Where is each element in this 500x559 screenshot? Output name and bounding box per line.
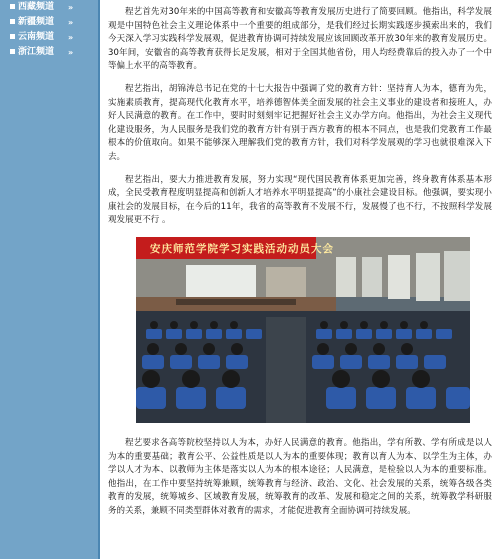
arrow-right-icon: » xyxy=(68,33,74,42)
bullet-icon xyxy=(10,49,15,54)
sidebar-item-zhejiang[interactable] xyxy=(0,45,98,60)
sidebar xyxy=(0,0,98,559)
bullet-icon xyxy=(10,4,15,9)
sidebar-item-label: 西藏频道 xyxy=(18,2,55,12)
article-paragraph: 程艺指出，胡锦涛总书记在党的十七大报告中强调了党的教育方针：坚持育人为本，德育为先，实施素质教育，提高现代化教育水平，培养德智体美全面发展的社会主义事业的建设者和接班人，办好人民满意的教育。在工作中，要时时刻刻牢记把握好社会主义办学方向。他指出，为社会主义现代化建设服务，为人民服务是我们党的教育方针有别于西方教育的根本不同点，也是我们党教育工作最根本的价值取向。如果不能够深入理解我们党的教育方针，我们对科学发展观的学习也就很难深入下去。 xyxy=(108,83,492,162)
bullet-icon xyxy=(10,19,15,24)
sidebar-item-yunnan[interactable] xyxy=(0,30,98,45)
article-paragraph: 程艺首先对30年来的中国高等教育和安徽高等教育发展历史进行了简要回顾。他指出，科学发展观是中国特色社会主义理论体系中一个重要的组成部分，是我们经过长期实践逐步摸索出来的，我们今天深入学习实践科学发展观，促进教育协调可持续发展应该回顾改革开放30年来的教育发展历史。30年间，安徽省的高等教育获得长足发展，相对于全国其他省份，用人均经费靠后的投入办了一个中等偏上水平的高等教育。 xyxy=(108,7,492,72)
meeting-photo xyxy=(136,237,470,423)
arrow-right-icon: » xyxy=(68,18,74,27)
photo-banner-text: 安庆师范学院学习实践活动动员大会 xyxy=(150,242,334,255)
sidebar-divider xyxy=(98,0,100,559)
sidebar-item-tibet[interactable] xyxy=(0,0,98,15)
channel-nav xyxy=(0,0,98,60)
article-paragraph: 程艺指出，要大力推进教育发展，努力实现“现代国民教育体系更加完善，终身教育体系基本形成，全民受教育程度明显提高和创新人才培养水平明显提高”的小康社会建设目标。他强调，要实现小康社会的发展目标，在今后的11年，我省的高等教育不发展不行，发展慢了也不行，不按照科学发展观发展更不行 。 xyxy=(108,174,492,226)
meeting-photo-graphic xyxy=(136,237,470,423)
sidebar-item-label: 云南频道 xyxy=(18,32,55,42)
sidebar-item-xinjiang[interactable] xyxy=(0,15,98,30)
arrow-right-icon: » xyxy=(68,3,74,12)
sidebar-item-label: 新疆频道 xyxy=(18,17,55,27)
bullet-icon xyxy=(10,34,15,39)
sidebar-item-label: 浙江频道 xyxy=(18,47,55,57)
article-paragraph: 程艺要求各高等院校坚持以人为本，办好人民满意的教育。他指出，学有所教、学有所成是以人为本的重要基础；教育公平、公益性质是以人为本的重要体现；教育以育人为本、以学生为主体，办学以人才为本、以教师为主体是落实以人为本的根本途径；人民满意，是检验以人为本的重要标准。他指出，在工作中要坚持统筹兼顾，统筹教育与经济、政治、文化、社会发展的关系，统筹各级各类教育的发展，统筹城乡、区域教育发展，统筹教育的改革、发展和稳定之间的关系，统筹教学科研服务的关系，兼顾不同类型群体对教育的需求，才能促进教育全面协调可持续发展。 xyxy=(108,437,492,516)
article-body xyxy=(108,6,492,527)
arrow-right-icon: » xyxy=(68,48,74,57)
